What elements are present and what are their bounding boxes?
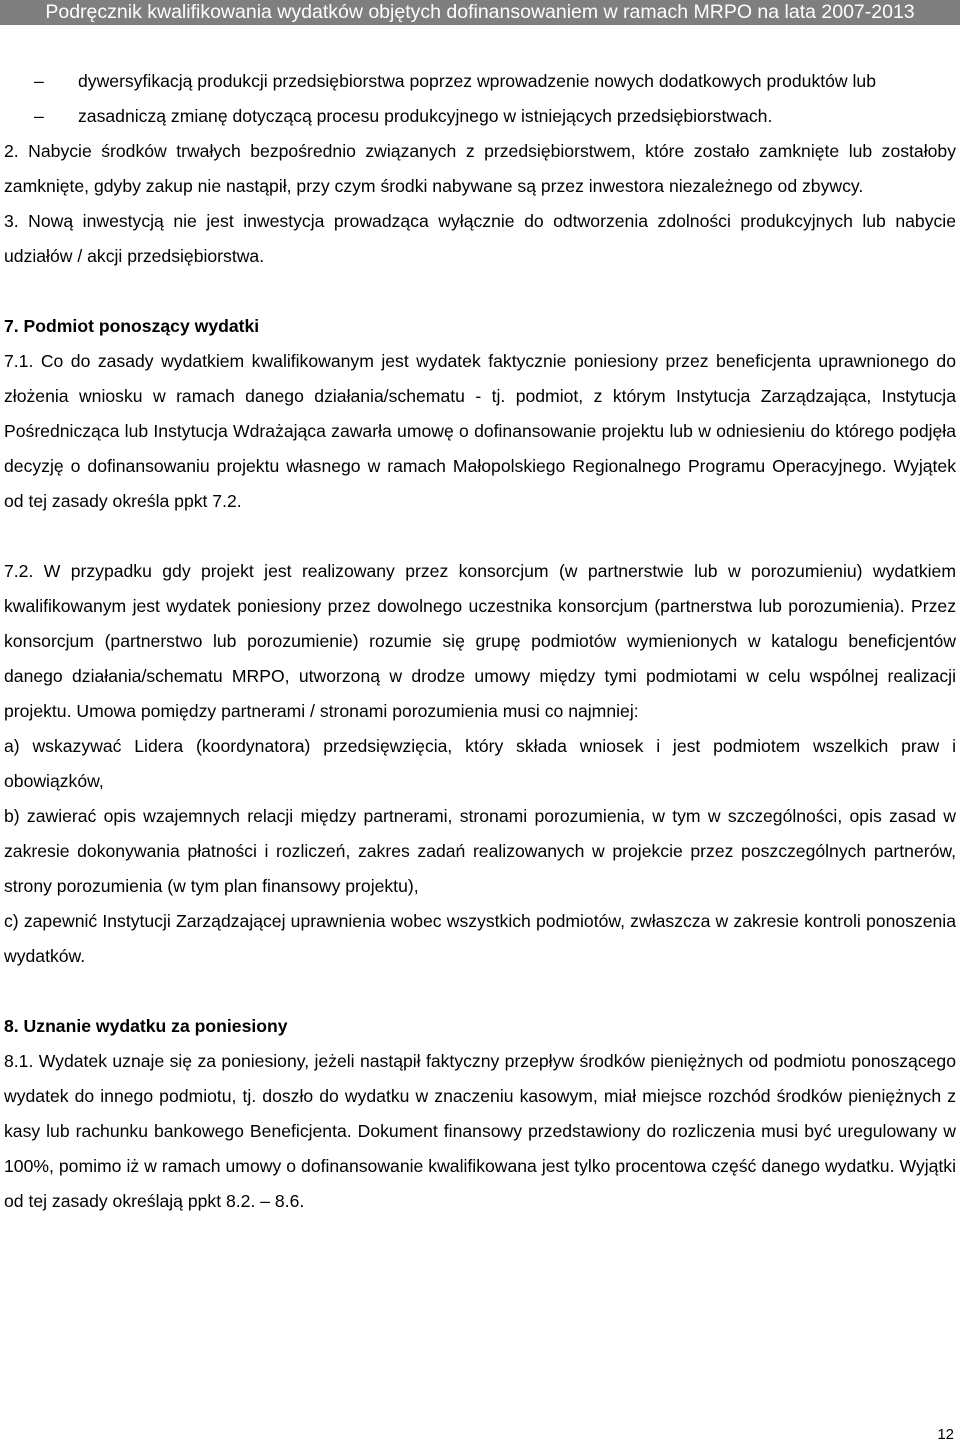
paragraph: a) wskazywać Lidera (koordynatora) przedsięwzięcia, który składa wniosek i jest podmiotem wszelkich praw i obowiązków, bbox=[4, 736, 956, 791]
paragraph: 3. Nową inwestycją nie jest inwestycja prowadząca wyłącznie do odtworzenia zdolności produkcyjnych lub nabycie udziałów / akcji przedsiębiorstwa. bbox=[4, 211, 956, 266]
spacer bbox=[4, 974, 956, 1009]
paragraph: 7.1. Co do zasady wydatkiem kwalifikowanym jest wydatek faktycznie poniesiony przez beneficjenta uprawnionego do złożenia wniosku w ramach danego działania/schematu - tj. podmiot, z którym Instytucja Zarządzająca, Instytucja Pośrednicząca lub Instytucja Wdrażająca zawarła umowę o dofinansowanie projektu lub w odniesieniu do którego podjęła decyzję o dofinansowaniu projektu własnego w ramach Małopolskiego Regionalnego Programu Operacyjnego. Wyjątek od tej zasady określa ppkt 7.2. bbox=[4, 351, 956, 511]
dash-marker: – bbox=[34, 106, 44, 126]
header-title: Podręcznik kwalifikowania wydatków objętych dofinansowaniem w ramach MRPO na lata 2007-2013 bbox=[45, 1, 915, 23]
section-heading: 7. Podmiot ponoszący wydatki bbox=[4, 316, 260, 336]
paragraph: c) zapewnić Instytucji Zarządzającej uprawnienia wobec wszystkich podmiotów, zwłaszcza w zakresie kontroli ponoszenia wydatków. bbox=[4, 911, 956, 966]
running-header bbox=[0, 0, 960, 25]
document-body bbox=[4, 64, 956, 1219]
list-item: – dywersyfikacją produkcji przedsiębiorstwa poprzez wprowadzenie nowych dodatkowych produktów lub bbox=[4, 64, 956, 99]
spacer bbox=[4, 519, 956, 554]
section-heading: 8. Uznanie wydatku za poniesiony bbox=[4, 1016, 288, 1036]
paragraph: 7.2. W przypadku gdy projekt jest realizowany przez konsorcjum (w partnerstwie lub w porozumieniu) wydatkiem kwalifikowanym jest wydatek poniesiony przez dowolnego uczestnika konsorcjum (partnerstwa lub porozumienia). Przez konsorcjum (partnerstwo lub porozumienie) rozumie się grupę podmiotów wymienionych w katalogu beneficjentów danego działania/schematu MRPO, utworzoną w drodze umowy między tymi podmiotami w celu wspólnej realizacji projektu. Umowa pomiędzy partnerami / stronami porozumienia musi co najmniej: bbox=[4, 561, 956, 721]
paragraph: b) zawierać opis wzajemnych relacji między partnerami, stronami porozumienia, w tym w szczególności, opis zasad w zakresie dokonywania płatności i rozliczeń, zakres zadań realizowanych w projekcie przez poszczególnych partnerów, strony porozumienia (w tym plan finansowy projektu), bbox=[4, 806, 956, 896]
paragraph: 2. Nabycie środków trwałych bezpośrednio związanych z przedsiębiorstwem, które zostało zamknięte lub zostałoby zamknięte, gdyby zakup nie nastąpił, przy czym środki nabywane są przez inwestora niezależnego od zbywcy. bbox=[4, 141, 956, 196]
paragraph: 8.1. Wydatek uznaje się za poniesiony, jeżeli nastąpił faktyczny przepływ środków pieniężnych od podmiotu ponoszącego wydatek do innego podmiotu, tj. doszło do wydatku w znaczeniu kasowym, miał miejsce rozchód środków pieniężnych z kasy lub rachunku bankowego Beneficjenta. Dokument finansowy przedstawiony do rozliczenia musi być uregulowany w 100%, pomimo iż w ramach umowy o dofinansowanie kwalifikowana jest tylko procentowa część danego wydatku. Wyjątki od tej zasady określają ppkt 8.2. – 8.6. bbox=[4, 1051, 956, 1211]
dash-marker: – bbox=[34, 71, 44, 91]
page-number: 12 bbox=[937, 1426, 954, 1443]
list-item: – zasadniczą zmianę dotyczącą procesu produkcyjnego w istniejących przedsiębiorstwach. bbox=[4, 99, 956, 134]
spacer bbox=[4, 274, 956, 309]
